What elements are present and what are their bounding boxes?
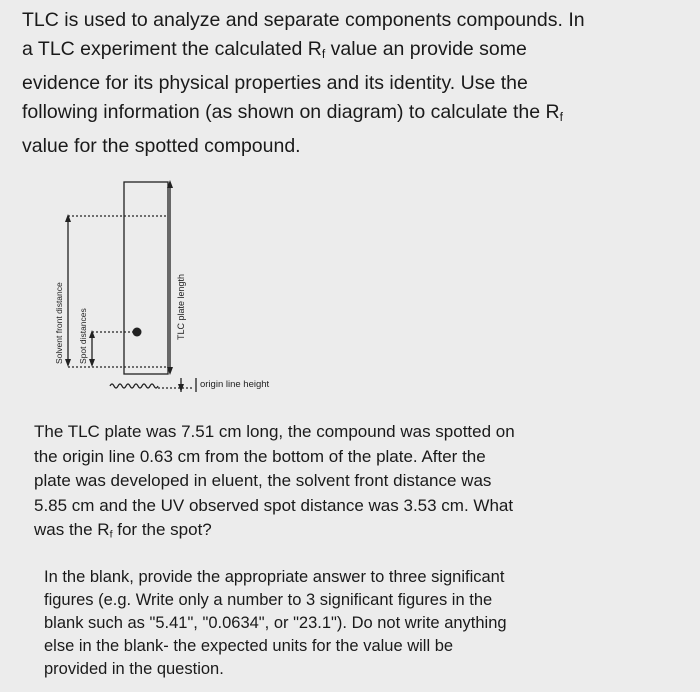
- problem-line: The TLC plate was 7.51 cm long, the compound was spotted on: [34, 422, 515, 441]
- instructions-line: blank such as "5.41", "0.0634", or "23.1"). Do not write anything: [44, 614, 507, 632]
- compound-spot: [133, 328, 142, 337]
- instructions-line: provided in the question.: [44, 660, 224, 678]
- instructions-line: In the blank, provide the appropriate answer to three significant: [44, 568, 505, 586]
- plate-length-label: TLC plate length: [176, 273, 186, 340]
- intro-line: evidence for its physical properties and its identity. Use the: [22, 72, 528, 95]
- problem-line: was the $R_f$ for the spot?: [34, 520, 212, 541]
- intro-line: TLC is used to analyze and separate components compounds. In: [22, 9, 585, 31]
- eluent-wave: [110, 384, 158, 388]
- arrowhead-icon: [89, 330, 95, 338]
- arrowhead-icon: [65, 359, 71, 367]
- intro-line: following information (as shown on diagram) to calculate the $R_f$: [22, 101, 563, 125]
- spot-distances-label: Spot distances: [78, 308, 88, 364]
- origin-line-label: origin line height: [200, 379, 270, 390]
- intro-line: value for the spotted compound.: [22, 135, 301, 158]
- instructions-paragraph: [44, 566, 654, 681]
- intro-paragraph: [22, 6, 682, 161]
- instructions-line: else in the blank- the expected units for the value will be: [44, 637, 454, 655]
- arrowhead-icon: [89, 359, 95, 367]
- problem-line: the origin line 0.63 cm from the bottom of the plate. After the: [34, 446, 486, 466]
- solvent-front-label: Solvent front distance: [54, 282, 64, 364]
- problem-paragraph: [34, 420, 654, 547]
- problem-line: plate was developed in eluent, the solvent front distance was: [34, 471, 492, 490]
- problem-line: 5.85 cm and the UV observed spot distance was 3.53 cm. What: [34, 495, 514, 515]
- arrowhead-icon: [65, 214, 71, 222]
- intro-line: a TLC experiment the calculated $R_f$ value an provide some: [22, 38, 527, 62]
- instructions-line: figures (e.g. Write only a number to 3 significant figures in the: [44, 591, 493, 609]
- tlc-plate: [124, 182, 168, 374]
- tlc-diagram: [40, 178, 340, 398]
